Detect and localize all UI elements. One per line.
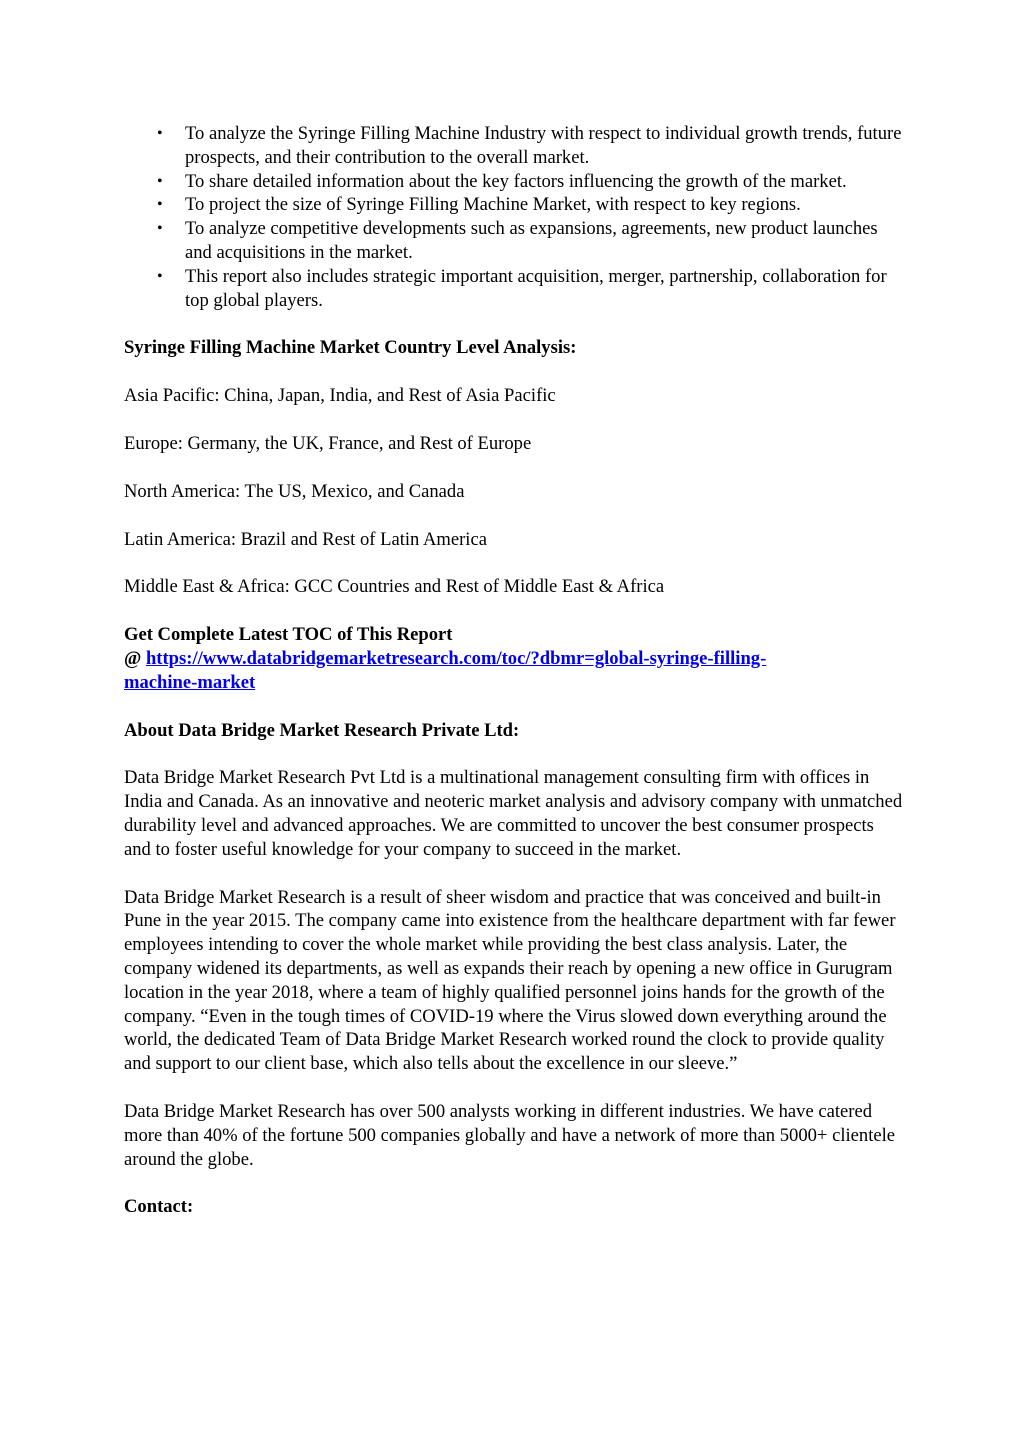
list-item-text: To analyze the Syringe Filling Machine Industry with respect to individual growth trends, future prospects, and their contribution to the overall market. xyxy=(185,123,902,168)
country-analysis-heading: Syringe Filling Machine Market Country Level Analysis: xyxy=(124,337,577,359)
list-item-text: To analyze competitive developments such as expansions, agreements, new product launches and acquisitions in the market. xyxy=(185,218,878,263)
bullet-icon: • xyxy=(157,267,163,285)
objectives-list xyxy=(124,122,904,312)
toc-link-part1: https://www.databridgemarketresearch.com/toc/?dbmr=global-syringe-filling- xyxy=(145,647,767,669)
list-item-text: To share detailed information about the key factors influencing the growth of the market. xyxy=(185,170,847,192)
list-item xyxy=(124,170,904,194)
bullet-icon: • xyxy=(157,172,163,190)
about-heading: About Data Bridge Market Research Private Ltd: xyxy=(124,719,520,741)
toc-heading: Get Complete Latest TOC of This Report xyxy=(124,624,453,646)
toc-link-part2: machine-market xyxy=(124,671,256,693)
about-paragraph: Data Bridge Market Research is a result of sheer wisdom and practice that was conceived and built-in Pune in the year 2015. The company came into existence from the healthcare department with far fewer employees intending to cover the whole market while providing the best class analysis. Later, the company widened its departments, as well as expands their reach by opening a new office in Gurugram location in the year 2018, where a team of highly qualified personnel joins hands for the growth of the company. “Even in the tough times of COVID-19 where the Virus slowed down everything around the world, the dedicated Team of Data Bridge Market Research worked round the clock to provide quality and support to our client base, which also tells about the excellence in our sleeve.” xyxy=(124,886,896,1075)
bullet-icon: • xyxy=(157,125,163,142)
about-paragraph: Data Bridge Market Research has over 500 analysts working in different industries. We have catered more than 40% of the fortune 500 companies globally and have a network of more than 5000+ clientele around the globe. xyxy=(124,1100,896,1170)
list-item xyxy=(124,265,904,313)
about-paragraph: Data Bridge Market Research Pvt Ltd is a multinational management consulting firm with offices in India and Canada. As an innovative and neoteric market analysis and advisory company with unmatched durability level and advanced approaches. We are committed to uncover the best consumer prospects and to foster useful knowledge for your company to succeed in the market. xyxy=(124,767,903,860)
document-page xyxy=(124,122,904,1219)
toc-link[interactable] xyxy=(124,648,766,693)
region-middle-east-africa: Middle East & Africa: GCC Countries and Rest of Middle East & Africa xyxy=(124,576,665,598)
region-asia-pacific: Asia Pacific: China, Japan, India, and Rest of Asia Pacific xyxy=(124,385,556,407)
list-item xyxy=(124,122,904,170)
region-north-america: North America: The US, Mexico, and Canada xyxy=(124,480,465,502)
list-item xyxy=(124,217,904,265)
list-item xyxy=(124,193,904,217)
toc-link-line xyxy=(124,647,904,695)
toc-prefix: @ xyxy=(124,647,146,669)
bullet-icon: • xyxy=(157,220,163,238)
toc-section xyxy=(124,623,904,694)
region-europe: Europe: Germany, the UK, France, and Rest of Europe xyxy=(124,432,532,454)
list-item-text: To project the size of Syringe Filling Machine Market, with respect to key regions. xyxy=(185,194,801,216)
region-latin-america: Latin America: Brazil and Rest of Latin America xyxy=(124,528,487,550)
contact-heading: Contact: xyxy=(124,1196,194,1218)
bullet-icon: • xyxy=(157,196,163,214)
list-item-text: This report also includes strategic important acquisition, merger, partnership, collaboration for top global players. xyxy=(185,265,887,311)
